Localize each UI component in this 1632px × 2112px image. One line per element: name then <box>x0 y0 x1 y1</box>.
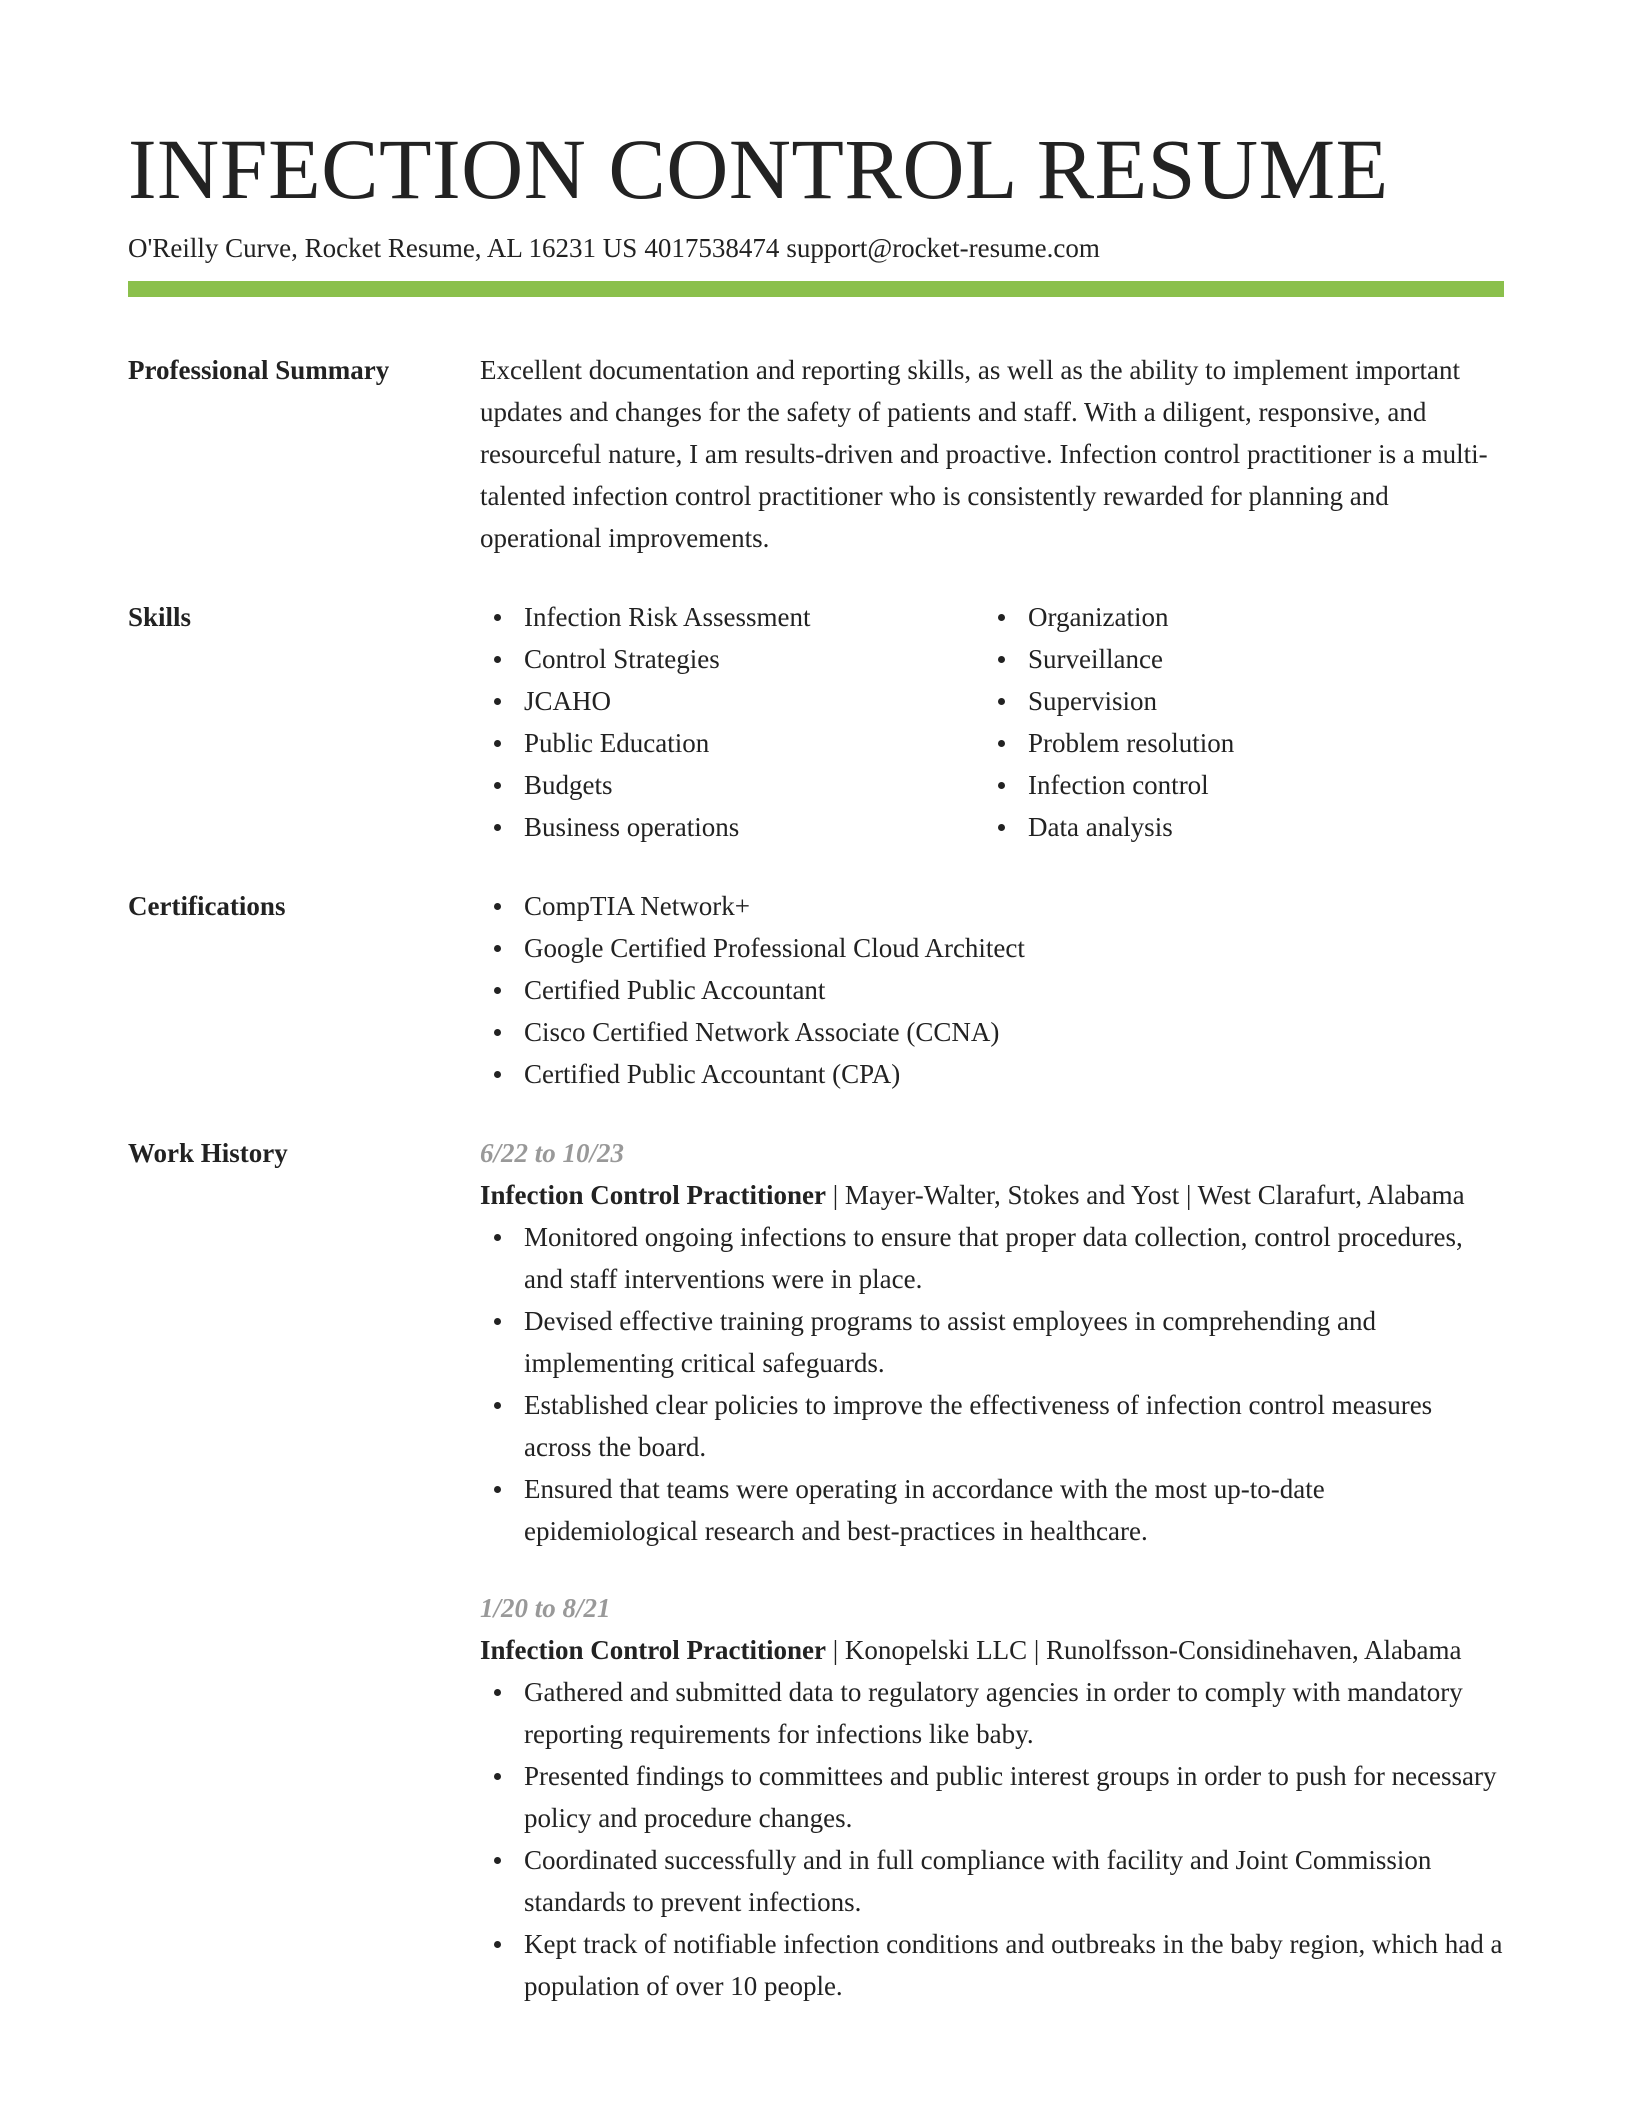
certification-item: Certified Public Accountant (CPA) <box>480 1053 1504 1095</box>
job-dates: 6/22 to 10/23 <box>480 1138 625 1168</box>
job-title: Infection Control Practitioner <box>480 1180 826 1210</box>
job-employer-location: | Mayer-Walter, Stokes and Yost | West Clarafurt, Alabama <box>825 1180 1465 1210</box>
skill-item: Infection control <box>984 764 1488 806</box>
summary-body <box>480 349 1504 559</box>
certification-item: Google Certified Professional Cloud Architect <box>480 927 1504 969</box>
summary-section <box>128 349 1504 559</box>
job-duty-item: Devised effective training programs to assist employees in comprehending and implementing critical safeguards. <box>480 1300 1504 1384</box>
skills-section <box>128 596 1504 848</box>
skill-item: Organization <box>984 596 1488 638</box>
job-entry <box>480 1132 1504 1552</box>
job-duty-item: Monitored ongoing infections to ensure that proper data collection, control procedures, and staff interventions were in place. <box>480 1216 1504 1300</box>
job-employer-location: | Konopelski LLC | Runolfsson-Considinehaven, Alabama <box>825 1635 1462 1665</box>
skills-body <box>480 596 1504 848</box>
skills-list-right <box>984 596 1488 848</box>
skill-item: Infection Risk Assessment <box>480 596 984 638</box>
skill-item: Public Education <box>480 722 984 764</box>
skill-item: Budgets <box>480 764 984 806</box>
skill-item: Surveillance <box>984 638 1488 680</box>
certifications-section <box>128 885 1504 1095</box>
job-duty-item: Kept track of notifiable infection conditions and outbreaks in the baby region, which had a population of over 10 people. <box>480 1923 1504 2007</box>
certification-item: CompTIA Network+ <box>480 885 1504 927</box>
contact-phone: 4017538474 <box>644 233 780 263</box>
certification-item: Certified Public Accountant <box>480 969 1504 1011</box>
certification-item: Cisco Certified Network Associate (CCNA) <box>480 1011 1504 1053</box>
job-duty-item: Coordinated successfully and in full compliance with facility and Joint Commission standards to prevent infections. <box>480 1839 1504 1923</box>
resume-page <box>128 118 1504 2007</box>
certifications-body <box>480 885 1504 1095</box>
job-title: Infection Control Practitioner <box>480 1635 826 1665</box>
skill-item: JCAHO <box>480 680 984 722</box>
skill-item: Control Strategies <box>480 638 984 680</box>
certifications-heading: Certifications <box>128 891 286 921</box>
job-dates: 1/20 to 8/21 <box>480 1593 611 1623</box>
job-duty-item: Ensured that teams were operating in accordance with the most up-to-date epidemiological research and best-practices in healthcare. <box>480 1468 1504 1552</box>
job-entry <box>480 1587 1504 2007</box>
skill-item: Business operations <box>480 806 984 848</box>
job-heading <box>480 1174 1504 1216</box>
skill-item: Problem resolution <box>984 722 1488 764</box>
contact-line <box>128 230 1504 266</box>
resume-title: INFECTION CONTROL RESUME <box>128 121 1389 217</box>
job-duty-item: Established clear policies to improve the effectiveness of infection control measures across the board. <box>480 1384 1504 1468</box>
skills-list-left <box>480 596 984 848</box>
job-duties-list <box>480 1671 1504 2007</box>
contact-address: O'Reilly Curve, Rocket Resume, AL 16231 US <box>128 233 638 263</box>
job-heading <box>480 1629 1504 1671</box>
work-history-section <box>128 1132 1504 2007</box>
job-duties-list <box>480 1216 1504 1552</box>
skill-item: Supervision <box>984 680 1488 722</box>
job-duty-item: Gathered and submitted data to regulatory agencies in order to comply with mandatory reporting requirements for infections like baby. <box>480 1671 1504 1755</box>
work-history-heading: Work History <box>128 1138 288 1168</box>
certifications-list <box>480 885 1504 1095</box>
summary-heading: Professional Summary <box>128 355 390 385</box>
work-history-body <box>480 1132 1504 2007</box>
job-duty-item: Presented findings to committees and public interest groups in order to push for necessary policy and procedure changes. <box>480 1755 1504 1839</box>
skill-item: Data analysis <box>984 806 1488 848</box>
summary-text: Excellent documentation and reporting skills, as well as the ability to implement important updates and changes for the safety of patients and staff. With a diligent, responsive, and resourceful nature, I am results-driven and proactive. Infection control practitioner is a multi-talented infection control practitioner who is consistently rewarded for planning and operational improvements. <box>480 355 1488 553</box>
contact-email: support@rocket-resume.com <box>786 233 1100 263</box>
header-divider <box>128 281 1504 297</box>
skills-heading: Skills <box>128 602 192 632</box>
